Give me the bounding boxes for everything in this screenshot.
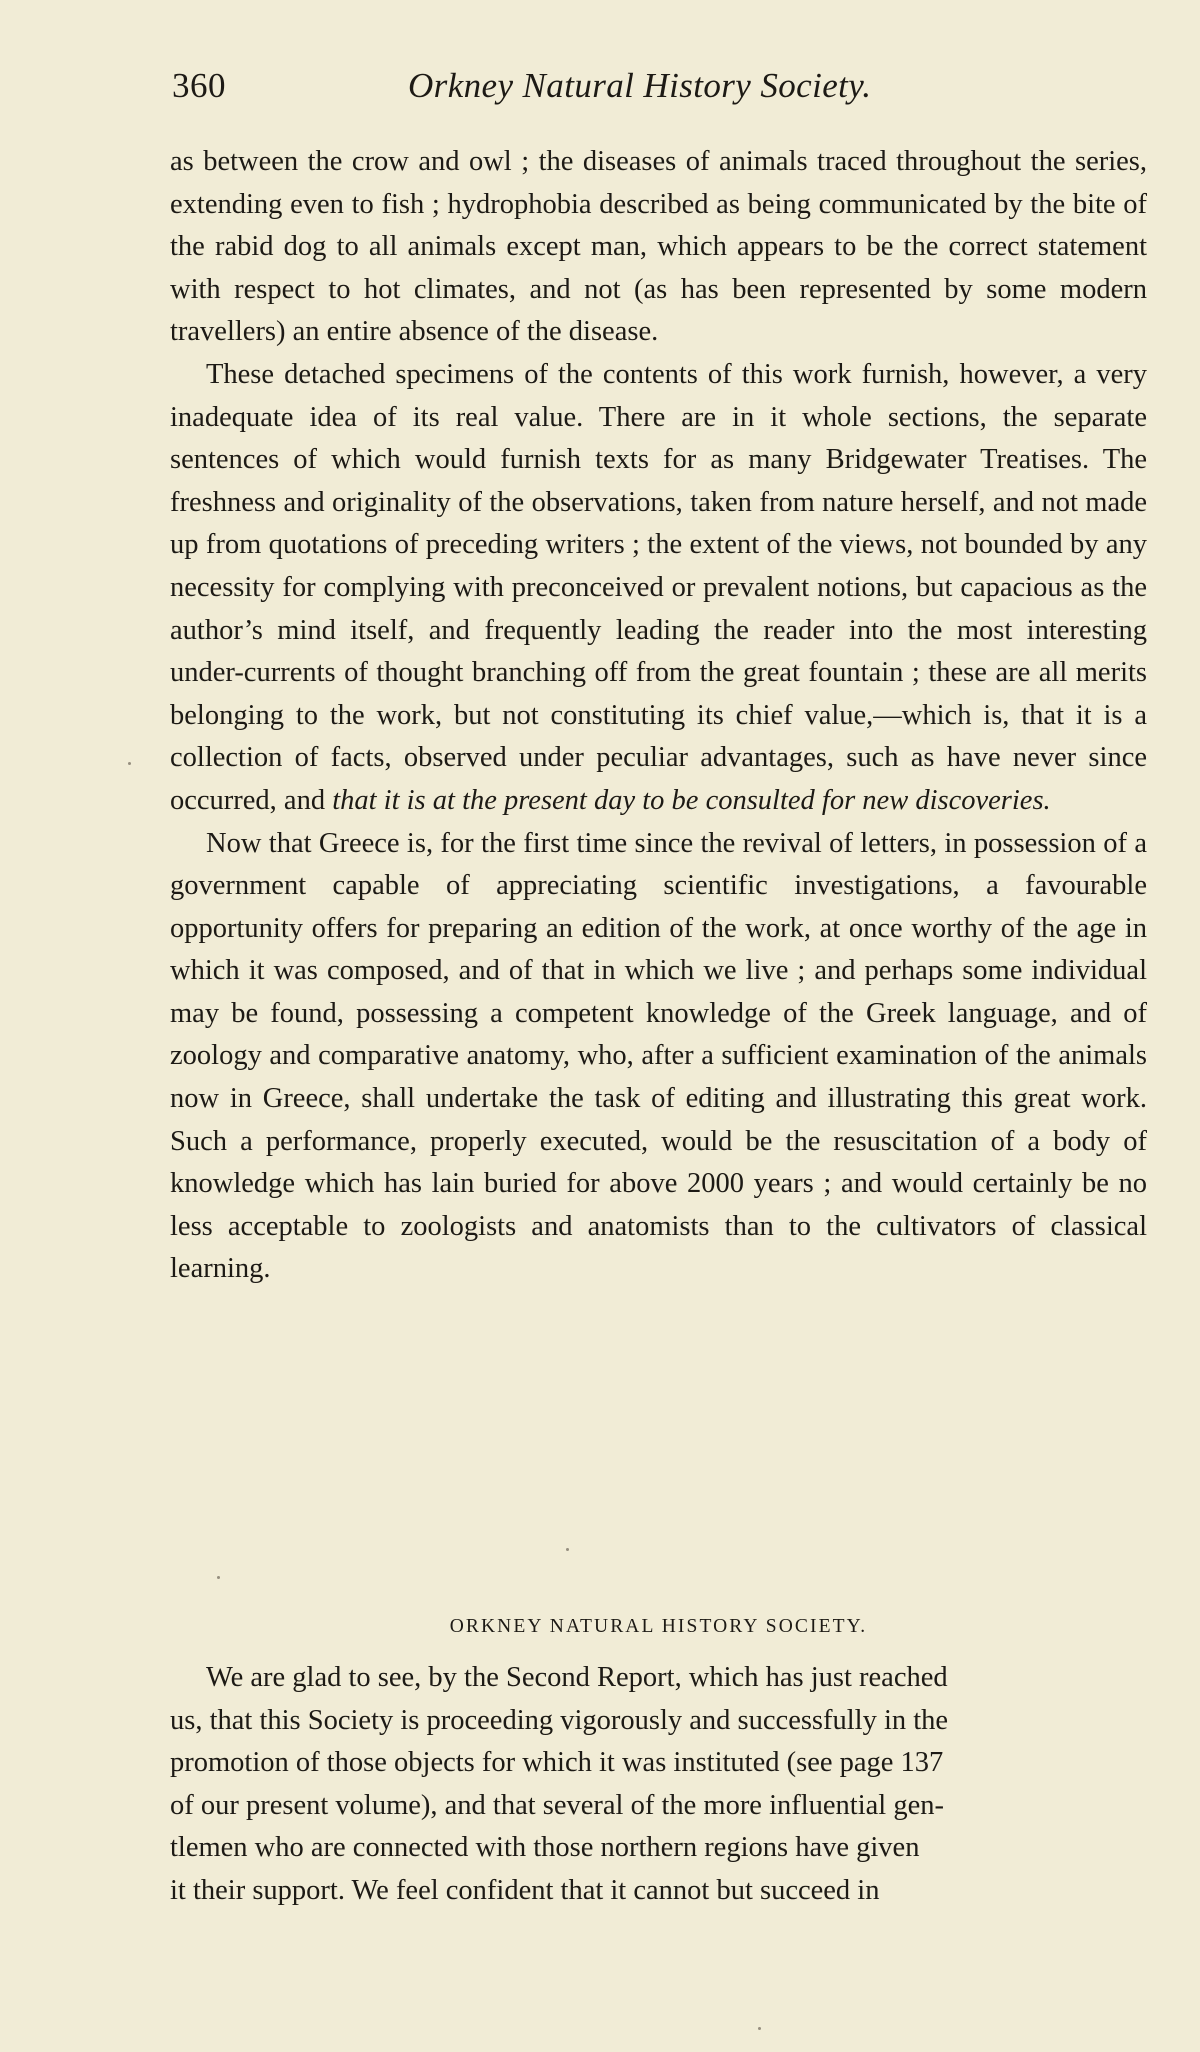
page-number: 360 bbox=[172, 66, 226, 105]
paper-speck bbox=[217, 1576, 220, 1579]
paragraph-greece-edition: Now that Greece is, for the first time since the revival of letters, in possession of a government capable of appreciating scientific investigations, a favourable opportunity offers for preparing an edition of the work, at once worthy of the age in which it was composed, and of that in which we live ; and perhaps some individual may be found, possessing a competent knowledge of the Greek language, and of zoology and comparative anatomy, who, after a sufficient examination of the animals now in Greece, shall undertake the task of editing and illustrating this great work. Such a performance, properly executed, would be the resuscitation of a body of knowledge which has lain buried for above 2000 years ; and would certainly be no less acceptable to zoologists and anatomists than to the cultivators of classical learning. bbox=[170, 827, 1147, 1285]
paragraph-work-value-emphasis: that it is at the present day to be consulted for new discoveries. bbox=[332, 784, 1051, 816]
paragraph-continuation: as between the crow and owl ; the diseases of animals traced throughout the series, extending even to fish ; hydrophobia described as being communicated by the bite of the rabid dog to all animals except man, which appears to be the correct statement with respect to hot climates, and not (as has been represented by some modern travellers) an entire absence of the disease. bbox=[170, 146, 1147, 348]
running-head bbox=[170, 66, 1147, 116]
section-line: tlemen who are connected with those northern regions have given bbox=[170, 1832, 920, 1864]
section-line: of our present volume), and that several of the more influential gen- bbox=[170, 1789, 944, 1821]
paragraph-work-value bbox=[170, 354, 1147, 823]
running-title: Orkney Natural History Society. bbox=[408, 66, 872, 105]
paragraph-work-value-text: These detached specimens of the contents of this work furnish, however, a very inadequate idea of its real value. There are in it whole sections, the separate sentences of which would furnish texts for as many Bridgewater Treatises. The freshness and originality of the observations, taken from nature herself, and not made up from quotations of preceding writers ; the extent of the views, not bounded by any necessity for complying with preconceived or prevalent notions, but capacious as the author’s mind itself, and frequently leading the reader into the most interesting under-currents of thought branching off from the great fountain ; these are all merits belonging to the work, but not constituting its chief value,—which is, that it is a collection of facts, observed under peculiar advantages, such as have never since occurred, and bbox=[170, 358, 1147, 816]
section-line: promotion of those objects for which it was instituted (see page 137 bbox=[170, 1747, 944, 1779]
paper-speck bbox=[128, 762, 131, 765]
article-text bbox=[170, 141, 1147, 1291]
section-line: us, that this Society is proceeding vigorously and successfully in the bbox=[170, 1704, 949, 1736]
paper-speck bbox=[566, 1548, 569, 1551]
paper-speck bbox=[758, 2027, 761, 2030]
section-heading: ORKNEY NATURAL HISTORY SOCIETY. bbox=[449, 1616, 868, 1637]
section-line: We are glad to see, by the Second Report, which has just reached bbox=[206, 1662, 948, 1693]
section-line: it their support. We feel confident that it cannot but succeed in bbox=[170, 1874, 880, 1906]
section-text bbox=[170, 1657, 1147, 1913]
